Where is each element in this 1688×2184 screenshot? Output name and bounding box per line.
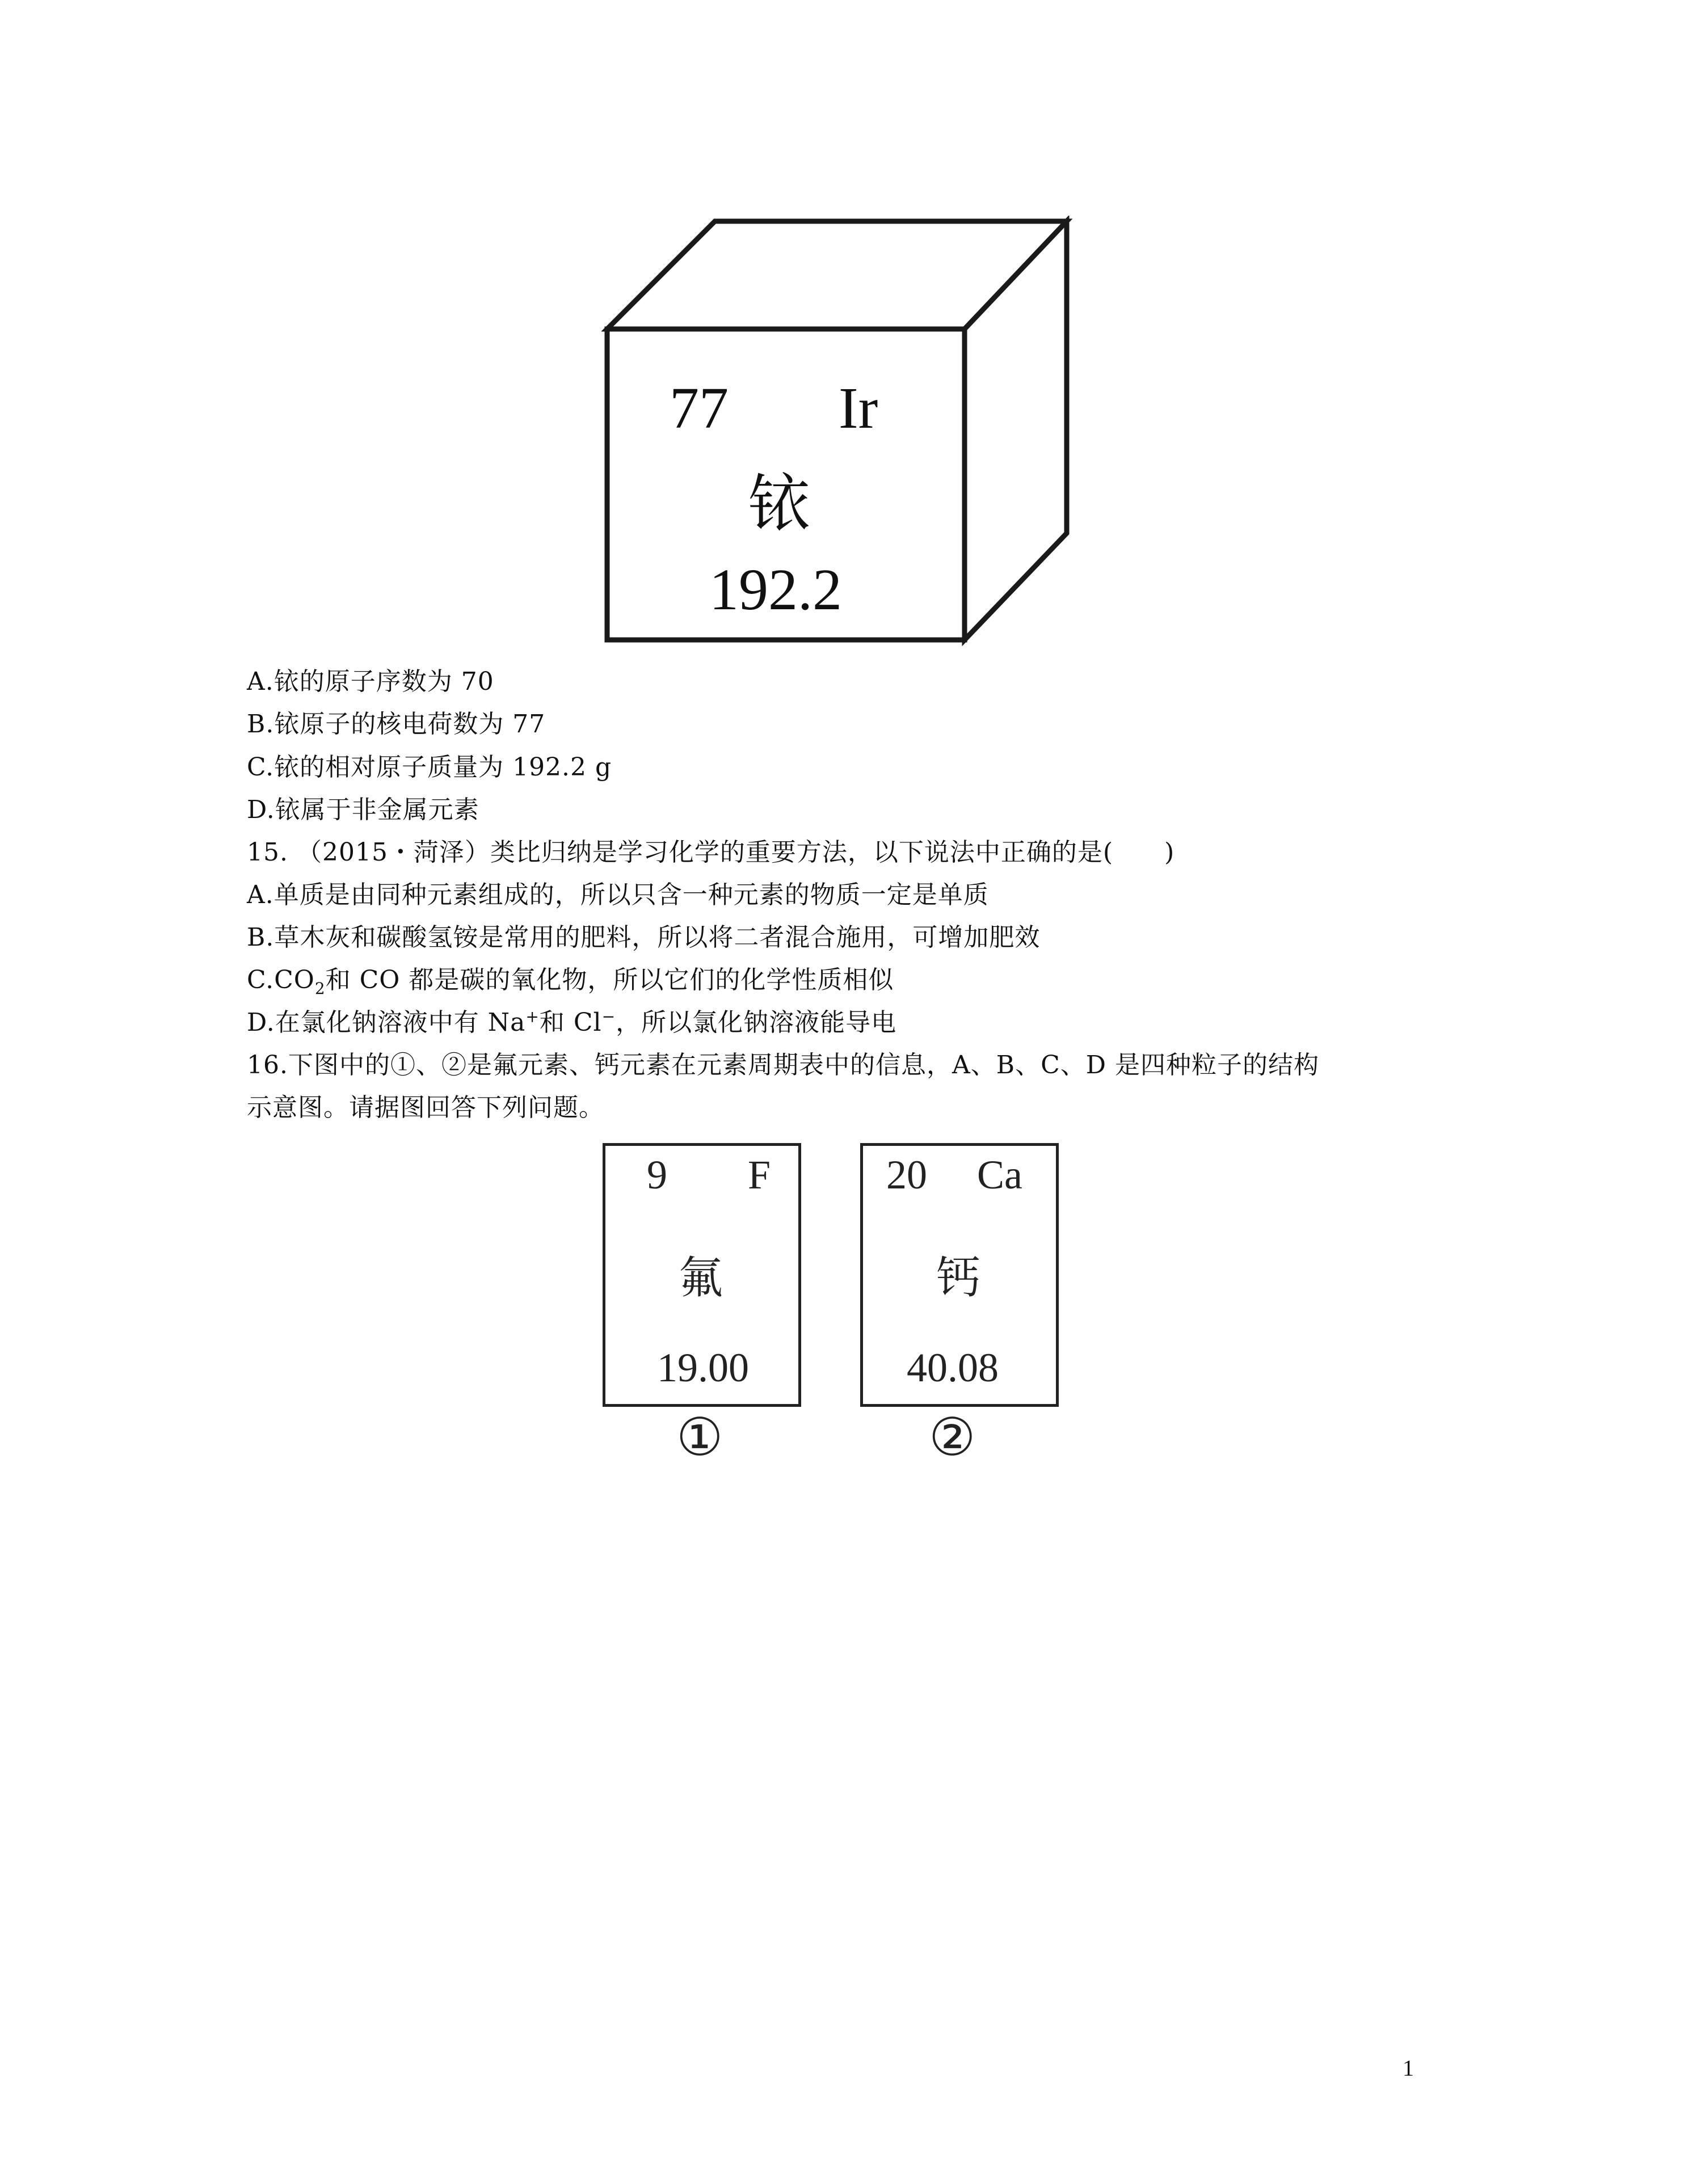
calcium-atomic-number: 20: [886, 1152, 927, 1198]
cube-element-name: 铱: [748, 467, 810, 540]
q15-option-d-sup-plus: +: [525, 1007, 540, 1026]
q15-option-d-mid: 和 Cl: [539, 1008, 602, 1037]
q14-option-c: C.铱的相对原子质量为 192.2 g: [247, 753, 612, 782]
fluorine-symbol: F: [748, 1152, 771, 1198]
q15-option-d-rest: ，所以氯化钠溶液能导电: [616, 1008, 897, 1037]
fluorine-atomic-number: 9: [647, 1152, 667, 1198]
cube-symbol: Ir: [839, 376, 878, 441]
cube-atomic-number: 77: [670, 376, 729, 441]
q15-option-b: B.草木灰和碳酸氢铵是常用的肥料，所以将二者混合施用，可增加肥效: [247, 923, 1041, 952]
q16-line-2: 示意图。请据图回答下列问题。: [247, 1093, 604, 1122]
q15-option-d-sup-minus: −: [601, 1007, 616, 1026]
q14-option-a: A.铱的原子序数为 70: [247, 667, 494, 696]
q15-option-c-rest: 和 CO 都是碳的氧化物，所以它们的化学性质相似: [325, 965, 894, 994]
cube-atomic-mass: 192.2: [709, 557, 842, 622]
page-number: 1: [1403, 2055, 1414, 2081]
calcium-atomic-mass: 40.08: [907, 1345, 999, 1390]
q15-option-d-prefix: D.在氯化钠溶液中有 Na: [247, 1008, 526, 1037]
q15-stem: 15. （2015・菏泽）类比归纳是学习化学的重要方法，以下说法中正确的是( ): [247, 838, 1175, 867]
q16-line-1: 16.下图中的①、②是氟元素、钙元素在元素周期表中的信息，A、B、C、D 是四种粒子的结构: [247, 1051, 1320, 1080]
q14-option-d: D.铱属于非金属元素: [247, 795, 479, 824]
label-circled-1: ①: [676, 1407, 723, 1468]
q15-option-c-subscript: 2: [314, 979, 326, 998]
label-circled-2: ②: [929, 1407, 976, 1468]
q15-option-a: A.单质是由同种元素组成的，所以只含一种元素的物质一定是单质: [247, 880, 989, 909]
fluorine-name: 氟: [679, 1253, 723, 1304]
q14-option-b: B.铱原子的核电荷数为 77: [247, 710, 546, 739]
calcium-name: 钙: [936, 1253, 981, 1304]
calcium-symbol: Ca: [977, 1152, 1022, 1198]
q15-option-c: [247, 963, 894, 997]
fluorine-atomic-mass: 19.00: [657, 1345, 749, 1390]
q15-option-c-prefix: C.CO: [247, 965, 315, 994]
q15-option-d: [247, 1006, 896, 1040]
